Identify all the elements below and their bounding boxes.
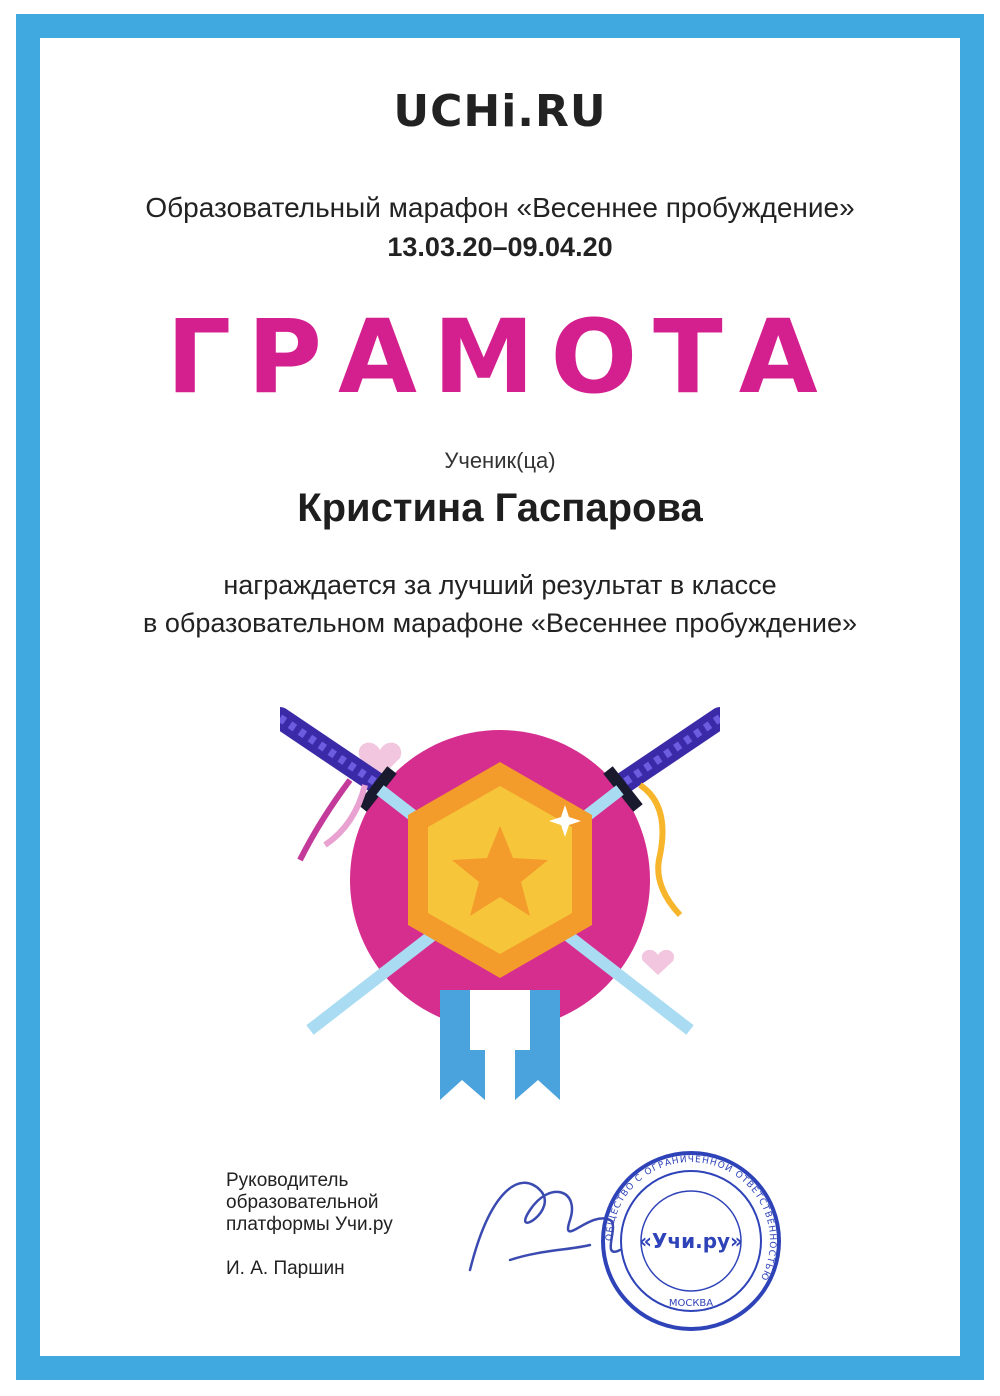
heart-icon — [642, 950, 674, 975]
svg-text:ОБЩЕСТВО С ОГРАНИЧЕННОЙ ОТВЕТС — [605, 1155, 777, 1282]
stamp-center-text: «Учи.ру» — [639, 1229, 743, 1253]
signatory-title-line-1: Руководитель — [226, 1170, 349, 1191]
award-reason-line-2: в образовательном марафоне «Весеннее пробуждение» — [143, 608, 857, 638]
stamp-city: МОСКВА — [668, 1298, 714, 1309]
signatory-title-line-3: платформы Учи.ру — [226, 1214, 393, 1235]
stamp-ring-text: ОБЩЕСТВО С ОГРАНИЧЕННОЙ ОТВЕТСТВЕННОСТЬЮ — [604, 1154, 778, 1283]
certificate-title: ГРАМОТА — [166, 298, 834, 417]
medal-swords-emblem — [280, 690, 720, 1110]
signatory-name: И. А. Паршин — [226, 1258, 345, 1279]
signatory-title-line-2: образовательной — [226, 1192, 379, 1213]
recipient-role: Ученик(ца) — [444, 448, 556, 473]
brand-logo: UCHi.RU — [393, 86, 607, 137]
company-seal-stamp — [596, 1146, 786, 1336]
signatory-title — [226, 1170, 393, 1236]
event-title: Образовательный марафон «Весеннее пробуждение» — [145, 192, 855, 223]
event-dates: 13.03.20–09.04.20 — [387, 232, 613, 262]
medal-ribbon — [440, 990, 560, 1100]
recipient-name: Кристина Гаспарова — [297, 486, 703, 530]
award-reason-line-1: награждается за лучший результат в классе — [223, 570, 777, 600]
award-reason — [0, 566, 1000, 642]
